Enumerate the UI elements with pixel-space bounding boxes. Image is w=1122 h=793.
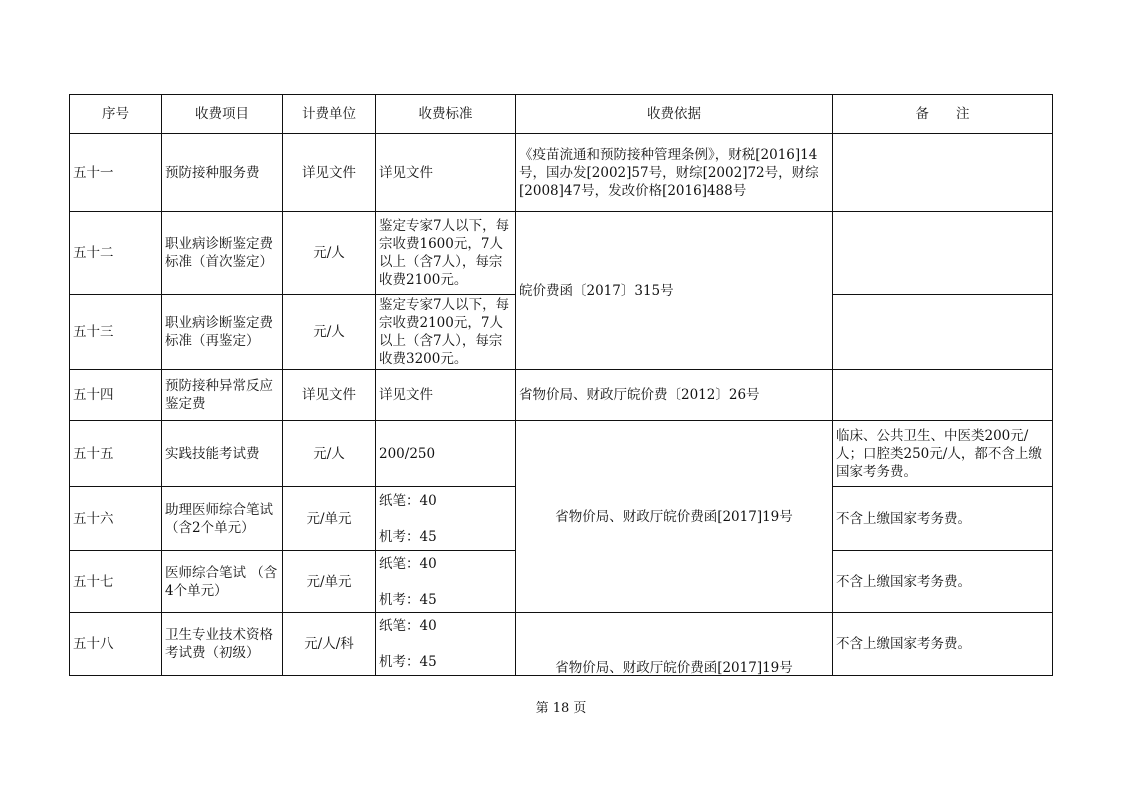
row-no: 五十八 [70,613,162,676]
standard-computer: 机考：45 [379,528,437,545]
row-standard: 详见文件 [376,370,516,421]
row-item: 预防接种服务费 [162,134,283,212]
standard-computer: 机考：45 [379,591,437,608]
row-unit: 元/人/科 [283,613,376,676]
row-remark [833,370,1053,421]
row-remark: 临床、公共卫生、中医类200元/人；口腔类250元/人，都不含上缴国家考务费。 [833,421,1053,487]
row-unit: 元/人 [283,212,376,295]
clipped-basis-text: 省物价局、财政厅皖价费函[2017]19号 [555,660,793,676]
row-remark: 不含上缴国家考务费。 [833,551,1053,613]
row-standard [376,551,516,613]
row-item: 医师综合笔试 （含4个单元） [162,551,283,613]
row-remark [833,134,1053,212]
header-no: 序号 [70,95,162,134]
table-row [70,613,1053,676]
row-no: 五十四 [70,370,162,421]
row-standard: 鉴定专家7人以下，每宗收费1600元，7人以上（含7人），每宗收费2100元。 [376,212,516,295]
row-basis: 《疫苗流通和预防接种管理条例》，财税[2016]14号，国办发[2002]57号，财综[2002]72号，财综[2008]47号，发改价格[2016]488号 [516,134,833,212]
table-row [70,421,1053,487]
row-standard: 200/250 [376,421,516,487]
fee-table [69,94,1053,676]
row-no: 五十七 [70,551,162,613]
row-standard: 鉴定专家7人以下，每宗收费2100元，7人以上（含7人），每宗收费3200元。 [376,295,516,370]
header-item: 收费项目 [162,95,283,134]
row-item: 职业病诊断鉴定费标准（再鉴定） [162,295,283,370]
row-basis-merged: 省物价局、财政厅皖价费函[2017]19号 [516,421,833,613]
header-unit: 计费单位 [283,95,376,134]
row-unit: 元/人 [283,421,376,487]
row-basis-clipped [516,613,833,676]
header-standard: 收费标准 [376,95,516,134]
row-item: 实践技能考试费 [162,421,283,487]
header-basis: 收费依据 [516,95,833,134]
standard-computer: 机考：45 [379,654,437,670]
row-basis: 省物价局、财政厅皖价费〔2012〕26号 [516,370,833,421]
row-unit: 详见文件 [283,370,376,421]
row-basis-merged: 皖价费函〔2017〕315号 [516,212,833,370]
row-item: 职业病诊断鉴定费标准（首次鉴定） [162,212,283,295]
row-no: 五十一 [70,134,162,212]
header-remark: 备 注 [833,95,1053,134]
row-unit: 元/人 [283,295,376,370]
row-item: 助理医师综合笔试 （含2个单元） [162,487,283,551]
row-item: 预防接种异常反应鉴定费 [162,370,283,421]
row-remark: 不含上缴国家考务费。 [833,487,1053,551]
table-row [70,370,1053,421]
table-row [70,134,1053,212]
header-row [70,95,1053,134]
row-no: 五十六 [70,487,162,551]
row-unit: 元/单元 [283,487,376,551]
row-unit: 详见文件 [283,134,376,212]
row-standard: 详见文件 [376,134,516,212]
row-standard [376,487,516,551]
row-standard [376,613,516,676]
standard-paper: 纸笔：40 [379,618,437,634]
row-remark [833,212,1053,295]
row-no: 五十二 [70,212,162,295]
standard-paper: 纸笔：40 [379,492,437,509]
row-no: 五十三 [70,295,162,370]
table-row [70,212,1053,295]
row-no: 五十五 [70,421,162,487]
row-unit: 元/单元 [283,551,376,613]
row-remark [833,295,1053,370]
standard-paper: 纸笔：40 [379,555,437,572]
page-number: 第 18 页 [535,701,587,716]
row-item: 卫生专业技术资格考试费（初级） [162,613,283,676]
row-remark: 不含上缴国家考务费。 [833,613,1053,676]
